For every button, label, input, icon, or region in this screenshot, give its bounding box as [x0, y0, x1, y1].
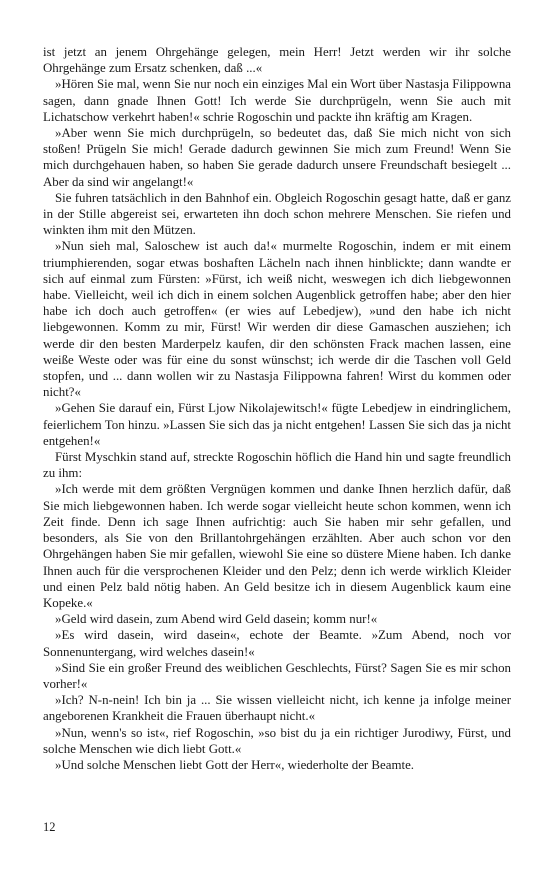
page-body — [43, 44, 511, 773]
paragraph: »Hören Sie mal, wenn Sie nur noch ein einziges Mal ein Wort über Nastasja Filippowna sagen, dann gnade Ihnen Gott! Ich werde Sie durchprügeln, wenn Sie auch mit Lichatschow verkehrt haben!« schrie Rogoschin und packte ihn kräftig am Kragen. — [43, 77, 511, 124]
paragraph: »Nun sieh mal, Saloschew ist auch da!« murmelte Rogoschin, indem er mit einem triumphierenden, sogar etwas boshaften Lächeln nach ihnen hinblickte; dann wandte er sich auf einmal zum Fürsten: »Fürst, ich weiß nicht, weswegen ich dich liebgewonnen habe. Vielleicht, weil ich dich in einem solchen Augenblick getroffen habe; aber den hier habe ich doch auch getroffen« (er wies auf Lebedjew), »und den habe ich nicht liebgewonnen. Komm zu mir, Fürst! Wir werden dir diese Gamaschen ausziehen; ich werde dir den besten Marderpelz kaufen, dir den schönsten Frack machen lassen, eine weiße Weste oder was für eine du sonst wünschst; ich werde dir die Taschen voll Geld stopfen, und ... dann wollen wir zu Nastasja Filippowna fahren! Wirst du kommen oder nicht?« — [43, 239, 511, 400]
paragraph: »Nun, wenn's so ist«, rief Rogoschin, »so bist du ja ein richtiger Jurodiwy, Fürst, und solche Menschen wie dich liebt Gott.« — [43, 725, 511, 756]
paragraph: Fürst Myschkin stand auf, streckte Rogoschin höflich die Hand hin und sagte freundlich zu ihm: — [43, 450, 511, 481]
paragraph: ist jetzt an jenem Ohrgehänge gelegen, mein Herr! Jetzt werden wir ihr solche Ohrgehänge zum Ersatz schenken, daß ...« — [43, 45, 511, 76]
page-number: 12 — [43, 820, 56, 834]
paragraph: »Ich? N-n-nein! Ich bin ja ... Sie wissen vielleicht nicht, ich kenne ja infolge meiner angeborenen Krankheit die Frauen überhaupt nicht.« — [43, 693, 511, 724]
paragraph: »Gehen Sie darauf ein, Fürst Ljow Nikolajewitsch!« fügte Lebedjew in eindringlichem, feierlichem Ton hinzu. »Lassen Sie sich das ja nicht entgehen! Lassen Sie sich das ja nicht entgehen!« — [43, 401, 511, 448]
paragraph: »Geld wird dasein, zum Abend wird Geld dasein; komm nur!« — [55, 612, 378, 627]
paragraph: »Sind Sie ein großer Freund des weiblichen Geschlechts, Fürst? Sagen Sie es mir schon vorher!« — [43, 660, 511, 691]
paragraph: »Es wird dasein, wird dasein«, echote der Beamte. »Zum Abend, noch vor Sonnenuntergang, wird welches dasein!« — [43, 628, 511, 659]
paragraph: Sie fuhren tatsächlich in den Bahnhof ein. Obgleich Rogoschin gesagt hatte, daß er ganz in der Stille abgereist sei, erwarteten ihn doch schon mehrere Menschen. Sie riefen und winkten ihm mit den Mützen. — [43, 190, 511, 238]
paragraph: »Aber wenn Sie mich durchprügeln, so bedeutet das, daß Sie mich nicht von sich stoßen! Prügeln Sie mich! Gerade dadurch gewinnen Sie mich zum Freund! Wenn Sie mich durchgehauen haben, so haben Sie gerade dadurch unsere Freundschaft besiegelt ... Aber da sind wir angelangt!« — [43, 126, 511, 189]
paragraph: »Und solche Menschen liebt Gott der Herr«, wiederholte der Beamte. — [55, 757, 415, 772]
paragraph: »Ich werde mit dem größten Vergnügen kommen und danke Ihnen herzlich dafür, daß Sie mich liebgewonnen haben. Ich werde sogar vielleicht heute schon kommen, wenn ich Zeit finde. Denn ich sage Ihnen aufrichtig: auch Sie haben mir sehr gefallen, und besonders, als Sie von den Brillantohrgehängen erzählten. Aber auch schon vor den Ohrgehängen haben Sie mir gefallen, wiewohl Sie eine so düstere Miene haben. Ich danke Ihnen auch für die versprochenen Kleider und den Pelz; denn ich werde wirklich Kleider und einen Pelz bald nötig haben. An Geld besitze ich in diesem Augenblick kaum eine Kopeke.« — [43, 482, 511, 610]
